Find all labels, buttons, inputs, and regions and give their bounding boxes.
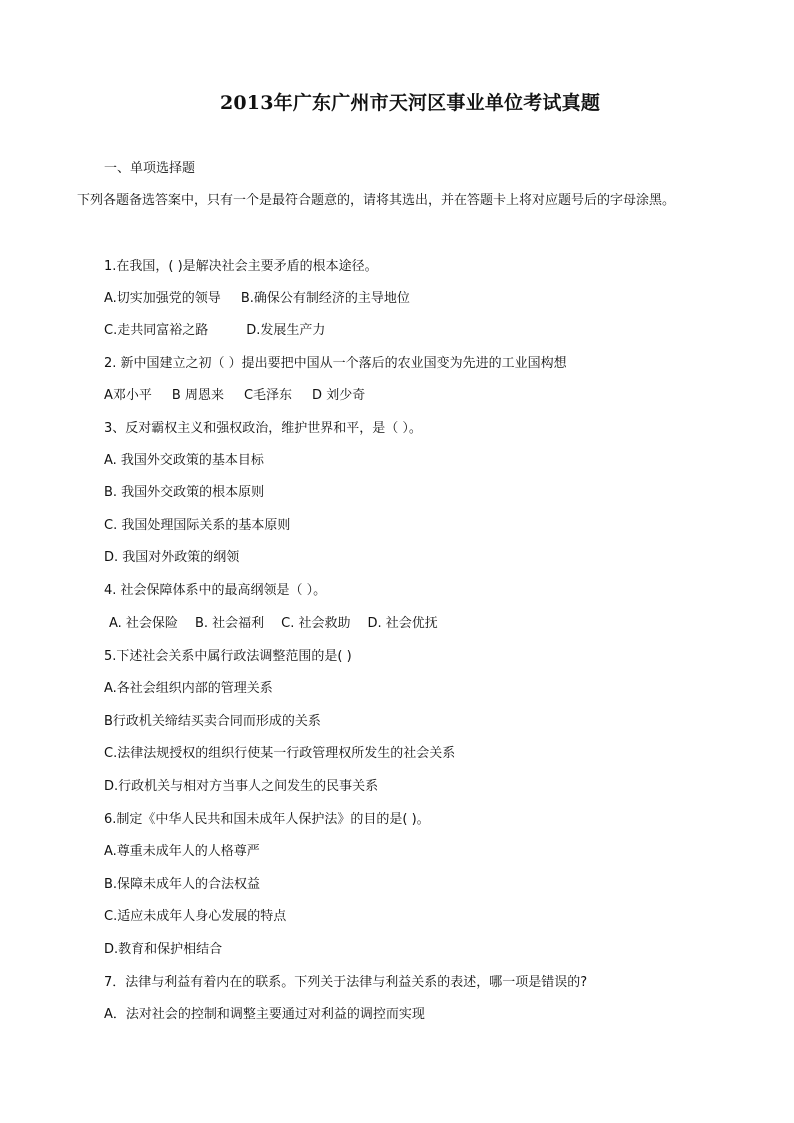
question-7-stem: 7．法律与利益有着内在的联系。下列关于法律与利益关系的表述，哪一项是错误的? (104, 975, 588, 990)
question-3-option-b: B. 我国外交政策的根本原则 (104, 485, 265, 500)
question-5-option-d: D.行政机关与相对方当事人之间发生的民事关系 (104, 779, 379, 794)
question-2-option-d: D 刘少奇 (312, 388, 366, 403)
question-2-stem: 2. 新中国建立之初（ ）提出要把中国从一个落后的农业国变为先进的工业国构想 (104, 356, 567, 371)
question-6-stem: 6.制定《中华人民共和国未成年人保护法》的目的是( )。 (104, 812, 430, 827)
question-5-option-b: B行政机关缔结买卖合同而形成的关系 (104, 714, 321, 729)
question-2-option-a: A邓小平 (104, 388, 152, 403)
question-1-options-row-1 (104, 290, 410, 308)
question-1-option-d: D.发展生产力 (246, 323, 326, 338)
question-1-stem: 1.在我国，( )是解决社会主要矛盾的根本途径。 (104, 259, 378, 274)
question-4-option-a: A. 社会保险 (109, 616, 178, 631)
instruction-text: 下列各题备选答案中，只有一个是最符合题意的，请将其选出，并在答题卡上将对应题号后的字母涂黑。 (77, 193, 676, 208)
question-4-stem: 4. 社会保障体系中的最高纲领是（ ）。 (104, 583, 327, 598)
question-2-option-b: B 周恩来 (171, 388, 224, 403)
question-7-option-a: A．法对社会的控制和调整主要通过对利益的调控而实现 (104, 1007, 425, 1022)
page-title: 2013年广东广州市天河区事业单位考试真题 (219, 92, 601, 114)
question-4-option-d: D. 社会优抚 (367, 616, 438, 631)
question-3-stem: 3、反对霸权主义和强权政治，维护世界和平，是（ ）。 (104, 421, 422, 436)
question-4-option-b: B. 社会福利 (194, 616, 265, 631)
question-3-option-c: C. 我国处理国际关系的基本原则 (104, 518, 291, 533)
question-6-option-b: B.保障未成年人的合法权益 (104, 877, 261, 892)
question-6-option-c: C.适应未成年人身心发展的特点 (104, 909, 287, 924)
question-1-option-c: C.走共同富裕之路 (104, 323, 209, 338)
question-2-options-row (104, 387, 365, 405)
question-3-option-a: A. 我国外交政策的基本目标 (104, 453, 264, 468)
question-1-options-row-2 (104, 322, 325, 340)
question-4-option-c: C. 社会救助 (281, 616, 351, 631)
question-5-option-a: A.各社会组织内部的管理关系 (104, 681, 273, 696)
question-1-option-a: A.切实加强党的领导 (104, 291, 221, 306)
question-1-option-b: B.确保公有制经济的主导地位 (240, 291, 410, 306)
section-heading: 一、单项选择题 (104, 161, 196, 176)
question-2-option-c: C毛泽东 (243, 388, 293, 403)
question-6-option-d: D.教育和保护相结合 (104, 942, 223, 957)
question-3-option-d: D. 我国对外政策的纲领 (104, 550, 240, 565)
question-5-stem: 5.下述社会关系中属行政法调整范围的是( ) (104, 649, 352, 664)
question-4-options-row (109, 615, 438, 633)
question-5-option-c: C.法律法规授权的组织行使某一行政管理权所发生的社会关系 (104, 746, 456, 761)
question-6-option-a: A.尊重未成年人的人格尊严 (104, 844, 260, 859)
